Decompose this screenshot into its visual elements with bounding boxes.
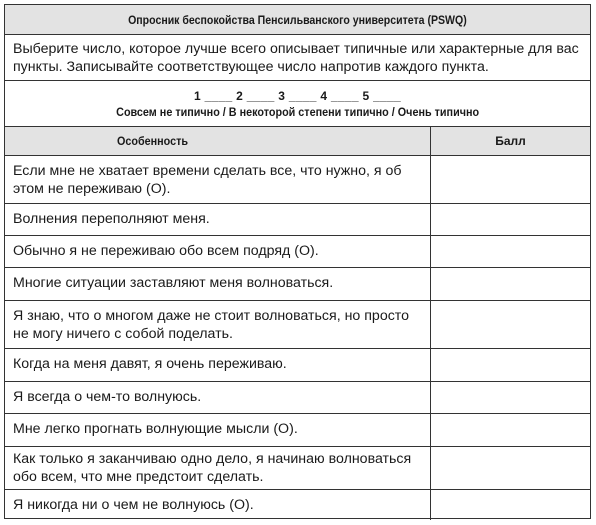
score-cell[interactable] [431,382,590,413]
table-row [5,268,590,301]
item-text: Я знаю, что о многом даже не стоит волноваться, но просто не могу ничего с собой поделать. [5,301,431,348]
table-row [5,490,590,520]
table-row [5,414,590,447]
table-row [5,156,590,204]
score-cell[interactable] [431,236,590,267]
item-text: Мне легко прогнать волнующие мысли (О). [5,414,431,446]
item-text: Я никогда ни о чем не волнуюсь (О). [5,490,431,520]
item-text: Обычно я не переживаю обо всем подряд (О). [5,236,431,267]
score-cell[interactable] [431,447,590,489]
item-text: Как только я заканчиваю одно дело, я начинаю волноваться обо всем, что мне предстоит сделать. [5,447,431,489]
item-text: Многие ситуации заставляют меня волноваться. [5,268,431,300]
score-cell[interactable] [431,490,590,520]
item-text: Я всегда о чем-то волнуюсь. [5,382,431,413]
questionnaire-table [4,4,591,519]
scale-description: Совсем не типично / В некоторой степени типично / Очень типично [116,105,479,119]
table-row [5,236,590,268]
instructions-text: Выберите число, которое лучше всего описывает типичные или характерные для вас пункты. Записывайте соответствующее число напротив каждого пункта. [5,35,590,81]
table-row [5,204,590,236]
scale-row [5,81,590,127]
score-cell[interactable] [431,301,590,348]
score-cell[interactable] [431,156,590,203]
table-row [5,382,590,414]
score-cell[interactable] [431,268,590,300]
feature-column-header: Особенность [5,127,431,155]
table-header-row [5,127,590,156]
table-row [5,349,590,382]
item-text: Если мне не хватает времени сделать все, что нужно, я об этом не переживаю (О). [5,156,431,203]
table-title: Опросник беспокойства Пенсильванского университета (PSWQ) [128,12,467,27]
item-text: Когда на меня давят, я очень переживаю. [5,349,431,381]
table-title-row [5,5,590,35]
score-cell[interactable] [431,414,590,446]
score-column-header: Балл [495,134,526,148]
table-row [5,447,590,490]
item-text: Волнения переполняют меня. [5,204,431,235]
score-cell[interactable] [431,204,590,235]
table-row [5,301,590,349]
score-cell[interactable] [431,349,590,381]
scale-numbers: 1 ____ 2 ____ 3 ____ 4 ____ 5 ____ [193,89,402,103]
